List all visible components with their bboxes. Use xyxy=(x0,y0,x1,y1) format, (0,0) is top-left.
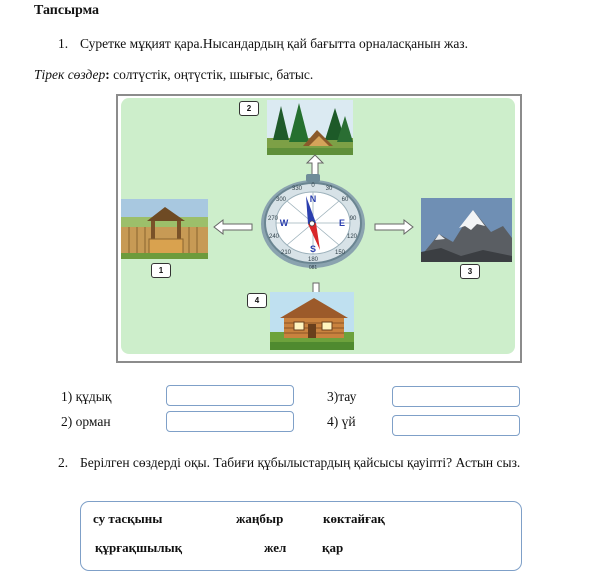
answer-input-4[interactable] xyxy=(392,415,520,436)
arrow-right-icon xyxy=(374,219,414,235)
task-2-number: 2. xyxy=(58,455,69,470)
support-label: Тірек сөздер xyxy=(34,67,106,82)
compass-bottom-scale: 081 xyxy=(308,265,318,271)
well-image xyxy=(121,199,208,259)
task-2-text: Берілген сөздерді оқы. Табиғи құбылыстардың қайсысы қауіпті? Астын сыз. xyxy=(80,455,521,470)
answer-label-2: 2) орман xyxy=(61,414,111,429)
compass-n: N xyxy=(309,194,317,204)
tag-4: 4 xyxy=(247,293,267,308)
word-su-tasqyny[interactable]: су тасқыны xyxy=(93,511,163,526)
word-zhel[interactable]: жел xyxy=(264,540,287,555)
answer-label-1: 1) құдық xyxy=(61,389,112,404)
ring-270: 270 xyxy=(267,216,279,222)
word-qurgaqshylyq[interactable]: құрғақшылық xyxy=(95,540,183,555)
ring-30: 30 xyxy=(325,186,333,192)
ring-300: 300 xyxy=(275,197,287,203)
word-koktaigaq[interactable]: көктайғақ xyxy=(323,511,385,526)
arrow-left-icon xyxy=(213,219,253,235)
ring-90: 90 xyxy=(349,216,357,222)
ring-150: 150 xyxy=(334,250,346,256)
support-list: солтүстік, оңтүстік, шығыс, батыс. xyxy=(109,67,314,82)
compass xyxy=(256,168,370,271)
compass-w: W xyxy=(279,218,289,228)
tag-3: 3 xyxy=(460,264,480,279)
answer-input-2[interactable] xyxy=(166,411,294,432)
task-1-text: Суретке мұқият қара.Нысандардың қай бағытта орналасқанын жаз. xyxy=(80,36,469,51)
compass-s: S xyxy=(309,244,317,254)
ring-240: 240 xyxy=(268,234,280,240)
ring-60: 60 xyxy=(341,197,349,203)
word-zhangbyr[interactable]: жаңбыр xyxy=(236,511,284,526)
task-1-number: 1. xyxy=(58,36,69,51)
tag-2: 2 xyxy=(239,101,259,116)
forest-image xyxy=(267,100,353,155)
answer-input-1[interactable] xyxy=(166,385,294,406)
answer-input-3[interactable] xyxy=(392,386,520,407)
word-qar[interactable]: қар xyxy=(322,540,344,555)
ring-120: 120 xyxy=(346,234,358,240)
support-words xyxy=(34,67,313,83)
ring-210: 210 xyxy=(280,250,292,256)
compass-e: E xyxy=(338,218,346,228)
answer-label-4: 4) үй xyxy=(327,414,356,429)
mountain-image xyxy=(421,198,512,262)
ring-330: 330 xyxy=(291,186,303,192)
support-colon: : xyxy=(105,67,110,82)
ring-180: 180 xyxy=(307,257,319,263)
page-heading: Тапсырма xyxy=(34,3,100,18)
tag-1: 1 xyxy=(151,263,171,278)
task-1 xyxy=(58,36,468,52)
ring-0: 0 xyxy=(311,183,315,189)
answer-label-3: 3)тау xyxy=(327,389,357,404)
house-image xyxy=(270,292,354,350)
task-2 xyxy=(58,455,520,471)
